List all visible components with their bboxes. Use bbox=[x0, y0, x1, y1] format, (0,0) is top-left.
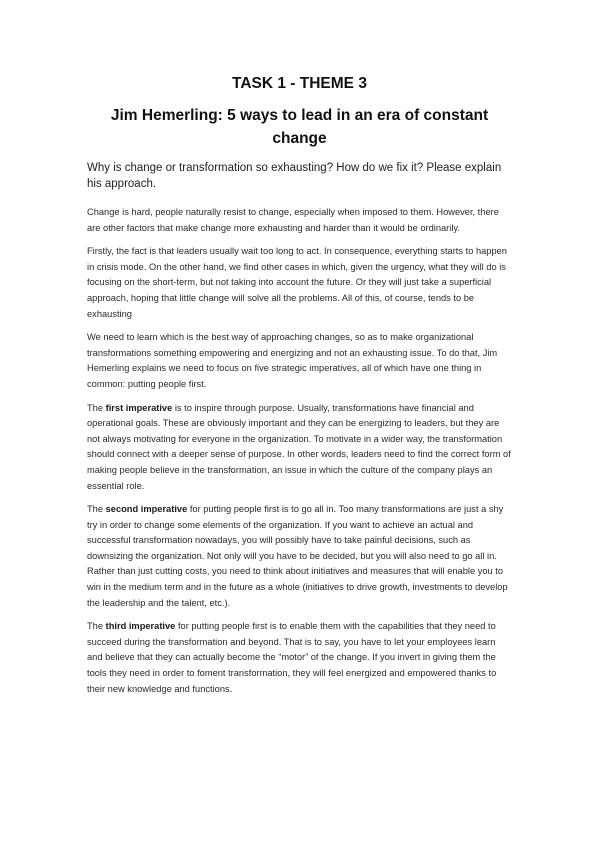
paragraph-lead: The bbox=[87, 621, 106, 632]
paragraph-third-imperative bbox=[87, 619, 512, 697]
paragraph-lead: The bbox=[87, 402, 106, 413]
task-title: TASK 1 - THEME 3 bbox=[232, 75, 367, 92]
paragraph-first-imperative bbox=[87, 401, 512, 495]
question-text: Why is change or transformation so exhausting? How do we fix it? Please explain his approach. bbox=[87, 162, 502, 190]
paragraph-text: for putting people first is to go all in. Too many transformations are just a shy try in order to change some elements of the organization. If you want to achieve an actual and successful transformation nowadays, you will possibly have to take painful decisions, such as downsizing the organization. Not only will you have to be decided, but you will also need to go all in. Rather than just cutting costs, you need to think about initiatives and measures that will enable you to win in the medium term and in the future as a whole (initiatives to drive growth, investments to develop the leadership and the talent, etc.). bbox=[87, 504, 508, 608]
paragraph-bold-term: third imperative bbox=[105, 621, 176, 632]
paragraph-text: for putting people first is to enable them with the capabilities that they need to succeed during the transformation and beyond. That is to say, you have to let your employees learn and believe that they can actually become the “motor” of the change. If you invert in giving them the tools they need in order to foment transformation, they will feel energized and empowered thanks to their new knowledge and functions. bbox=[87, 621, 497, 694]
paragraph-bold-term: second imperative bbox=[105, 504, 188, 515]
paragraph-bold-term: first imperative bbox=[105, 402, 173, 413]
paragraph-intro bbox=[87, 205, 512, 236]
paragraph-text: is to inspire through purpose. Usually, transformations have financial and operational goals. These are obviously important and they can be energizing to leaders, but they are not always motivating for everyone in the organization. To motivate in a wider way, the transformation should connect with a deeper sense of purpose. In other words, leaders need to find the correct form of making people believe in the transformation, an issue in which the culture of the company plays an essential role. bbox=[87, 402, 511, 491]
paragraph-text: Change is hard, people naturally resist to change, especially when imposed to them. However, there are other factors that make change more exhausting and harder than it would be ordinarily. bbox=[87, 207, 499, 233]
paragraph-text: We need to learn which is the best way of approaching changes, so as to make organizational transformations something empowering and energizing and not an exhausting issue. To do that, Jim Hemerling explains we need to focus on five strategic imperatives, all of which have one thing in common: putting people first. bbox=[87, 332, 498, 389]
paragraph-causes bbox=[87, 244, 512, 322]
article-title: Jim Hemerling: 5 ways to lead in an era of constant change bbox=[110, 107, 489, 147]
paragraph-approach bbox=[87, 330, 512, 392]
paragraph-lead: The bbox=[87, 504, 106, 515]
paragraph-second-imperative bbox=[87, 502, 512, 611]
paragraph-text: Firstly, the fact is that leaders usually wait too long to act. In consequence, everything starts to happen in crisis mode. On the other hand, we find other cases in which, given the urgency, what they will do is focusing on the short-term, but not taking into account the future. Or they will just take a superficial approach, hoping that little change will solve all the problems. All of this, of course, tends to be exhausting bbox=[87, 246, 507, 319]
